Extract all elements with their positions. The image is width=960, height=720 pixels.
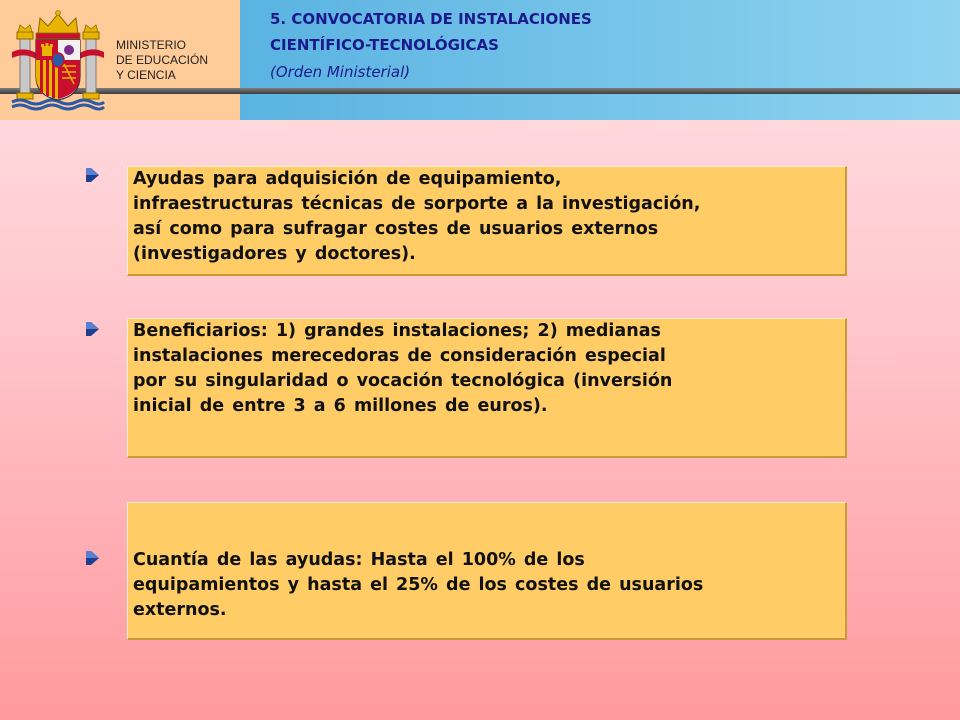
info-line: infraestructuras técnicas de sorporte a la investigación,	[133, 194, 701, 214]
spanish-coat-of-arms-icon	[6, 8, 110, 112]
info-line: así como para sufragar costes de usuarios externos	[133, 219, 659, 239]
info-line: externos.	[133, 600, 227, 620]
info-line: Beneficiarios: 1) grandes instalaciones; 2) medianas	[133, 321, 661, 341]
ministry-name	[116, 38, 208, 83]
info-line: por su singularidad o vocación tecnológica (inversión	[133, 371, 673, 391]
ministry-name-line-1: MINISTERIO	[116, 38, 187, 52]
bullet-arrow-icon	[86, 551, 99, 565]
slide-title	[270, 6, 592, 58]
ministry-name-line-2: DE EDUCACIÓN	[116, 53, 209, 67]
slide-subtitle: (Orden Ministerial)	[270, 63, 411, 81]
info-line: equipamientos y hasta el 25% de los costes de usuarios	[133, 575, 704, 595]
bullet-arrow-icon	[86, 168, 99, 182]
info-box-equipment	[127, 166, 847, 276]
info-line: Cuantía de las ayudas: Hasta el 100% de los	[133, 550, 585, 570]
info-line: Ayudas para adquisición de equipamiento,	[133, 169, 562, 189]
info-line: instalaciones merecedoras de consideración especial	[133, 346, 666, 366]
info-box-text	[133, 319, 837, 419]
info-box-text	[133, 548, 837, 623]
slide-title-line-1: 5. CONVOCATORIA DE INSTALACIONES	[270, 10, 592, 28]
ministry-name-line-3: Y CIENCIA	[116, 68, 176, 82]
header-divider	[0, 88, 960, 94]
info-box-text	[133, 167, 837, 267]
bullet-arrow-icon	[86, 322, 99, 336]
info-box-funding	[127, 502, 847, 640]
slide-title-line-2: CIENTÍFICO-TECNOLÓGICAS	[270, 36, 499, 54]
info-line: inicial de entre 3 a 6 millones de euros).	[133, 396, 548, 416]
info-line: (investigadores y doctores).	[133, 244, 416, 264]
info-box-beneficiaries	[127, 318, 847, 458]
